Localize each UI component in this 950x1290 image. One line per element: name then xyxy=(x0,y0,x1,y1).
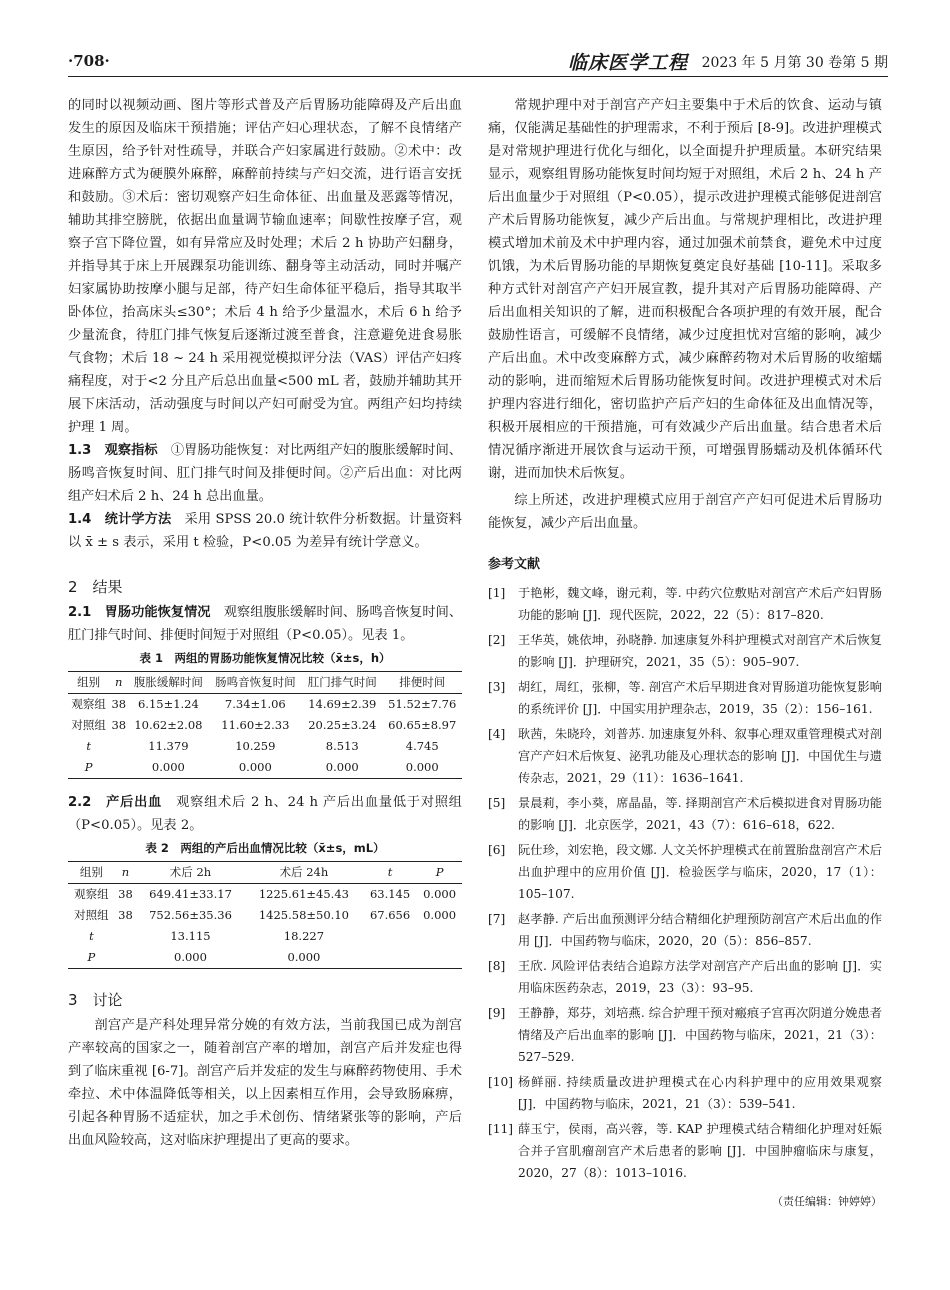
section-2-1 xyxy=(68,601,462,647)
reference-item xyxy=(488,792,882,836)
table-cell: 0.000 xyxy=(238,760,272,774)
table-header-cell: P xyxy=(435,865,444,879)
reference-item xyxy=(488,1118,882,1184)
reference-list xyxy=(488,582,882,1184)
section-heading: 3 讨论 xyxy=(68,991,123,1009)
table-cell: 14.69±2.39 xyxy=(308,697,377,711)
reference-text: 于艳彬，魏文峰，谢元莉，等. 中药穴位敷贴对剖宫产术后产妇胃肠功能的影响 [J]．现代医院，2022，22（5）：817–820. xyxy=(518,586,882,622)
reference-number: [1] xyxy=(488,586,506,600)
reference-number: [10] xyxy=(488,1075,514,1089)
left-column xyxy=(68,94,462,1152)
table-header-cell: 肠鸣音恢复时间 xyxy=(215,675,296,689)
table-cell: 10.62±2.08 xyxy=(134,718,203,732)
table-cell xyxy=(109,736,128,757)
reference-number: [5] xyxy=(488,796,506,810)
table-cell: 18.227 xyxy=(283,929,325,943)
table-cell: 7.34±1.06 xyxy=(224,697,286,711)
table-header-cell: t xyxy=(387,865,393,879)
table-row xyxy=(68,884,462,906)
table-cell: 38 xyxy=(118,887,133,901)
table-cell xyxy=(115,947,136,969)
reference-text: 赵孝静. 产后出血预测评分结合精细化护理预防剖宫产术后出血的作用 [J]．中国药物与临床，2020，20（5）：856–857. xyxy=(518,912,882,948)
table-cell: 13.115 xyxy=(170,929,211,943)
reference-text: 耿茜，朱晓玲，刘普苏. 加速康复外科、叙事心理双重管理模式对剖宫产产妇术后恢复、泌乳功能及心理状态的影响 [J]．中国优生与遗传杂志，2021，29（11）：1636–1641. xyxy=(518,727,882,785)
table-cell xyxy=(417,947,462,969)
issue-info: 2023 年 5 月第 30 卷第 5 期 xyxy=(701,55,888,71)
right-column xyxy=(488,94,882,1213)
table-cell: 11.60±2.33 xyxy=(221,718,290,732)
paragraph: 常规护理中对于剖宫产产妇主要集中于术后的饮食、运动与镇痛，仅能满足基础性的护理需求，不利于预后 [8-9]。改进护理模式是对常规护理进行优化与细化，以全面提升护理质量。本研究结果显示，观察组胃肠功能恢复时间均短于对照组，术后 2 h、24 h 产后出血量少于对照组（P<0.05），提示改进护理模式能够促进剖宫产术后胃肠功能恢复，减少产后出血。与常规护理相比，改进护理模式增加术前及术中护理内容，通过加强术前禁食，避免术中过度饥饿，为术后胃肠功能的早期恢复奠定良好基础 [10-11]。采取多种方式针对剖宫产产妇开展宣教，提升其对产后胃肠功能障碍、产后出血相关知识的了解，进而积极配合各项护理的有效开展，配合鼓励性语言，可缓解不良情绪，减少过度担忧对宫缩的影响，减少产后出血。术中改变麻醉方式，减少麻醉药物对术后胃肠的收缩蠕动的影响，进而缩短术后胃肠功能恢复时间。改进护理模式对术后护理内容进行细化，密切监护产后产妇的生命体征及出血情况等，积极开展相应的干预措施，可有效减少产后出血量。结合患者术后情况循序渐进开展饮食与运动干预，可增强胃肠蠕动及机体循环代谢，进而加快术后恢复。 xyxy=(488,98,882,481)
table-cell: 0.000 xyxy=(287,950,321,964)
journal-name: 临床医学工程 xyxy=(567,52,688,74)
table-cell: t xyxy=(86,739,91,753)
reference-item xyxy=(488,723,882,789)
table-cell: 51.52±7.76 xyxy=(388,697,457,711)
section-title: 1.3 观察指标 xyxy=(68,443,158,458)
reference-item xyxy=(488,908,882,952)
table-header-cell: 排便时间 xyxy=(399,675,446,689)
table-caption: 表 1 两组的胃肠功能恢复情况比较（x̄±s，h） xyxy=(139,651,391,665)
section-title: 2.1 胃肠功能恢复情况 xyxy=(68,605,211,620)
table-cell: 752.56±35.36 xyxy=(149,908,232,922)
table-header-cell: 组别 xyxy=(79,865,103,879)
table-header-cell: 术后 2h xyxy=(169,865,212,879)
table-header-cell: n xyxy=(121,865,130,879)
table-header-cell: n xyxy=(115,675,123,689)
paragraph: 综上所述，改进护理模式应用于剖宫产产妇可促进术后胃肠功能恢复，减少产后出血量。 xyxy=(488,493,882,531)
table-row xyxy=(68,926,462,947)
table-cell: 38 xyxy=(111,697,127,711)
reference-item xyxy=(488,676,882,720)
table-cell: 0.000 xyxy=(151,760,185,774)
table-header-cell: 腹胀缓解时间 xyxy=(133,675,203,689)
section-text: 采用 SPSS 20.0 统计软件分析数据。计量资料以 x̄ ± s 表示，采用 t 检验，P<0.05 为差异有统计学意义。 xyxy=(68,512,462,550)
reference-text: 王华英，姚依坤，孙晓静. 加速康复外科护理模式对剖宫产术后恢复的影响 [J]．护理研究，2021，35（5）：905–907. xyxy=(518,633,882,669)
section-text: ①胃肠功能恢复：对比两组产妇的腹胀缓解时间、肠鸣音恢复时间、肛门排气时间及排便时间。②产后出血：对比两组产妇术后 2 h、24 h 总出血量。 xyxy=(68,443,462,504)
reference-number: [7] xyxy=(488,912,506,926)
table-cell: 1425.58±50.10 xyxy=(258,908,349,922)
table-cell: 观察组 xyxy=(71,697,106,711)
table-row xyxy=(68,905,462,926)
reference-number: [11] xyxy=(488,1122,514,1136)
reference-number: [6] xyxy=(488,843,506,857)
page-number: ·708· xyxy=(68,52,110,70)
paragraph: 的同时以视频动画、图片等形式普及产后胃肠功能障碍及产后出血发生的原因及临床干预措施；评估产妇心理状态，了解不良情绪产生原因，给予针对性疏导，并联合产妇家属进行鼓励。②术中：改进麻醉方式为硬膜外麻醉，麻醉前持续与产妇交流，进行语言安抚和鼓励。③术后：密切观察产妇生命体征、出血量及恶露等情况，辅助其排空膀胱，依据出血量调节输血速率；间歇性按摩子宫，观察子宫下降位置，如有异常应及时处理；术后 2 h 协助产妇翻身，并指导其于床上开展踝泵功能训练、翻身等主动活动，同时并嘱产妇家属协助按摩小腿与足部，待产妇生命体征平稳后，指导其取半卧体位，抬高床头≤30°；术后 4 h 给予少量温水，术后 6 h 给予少量流食，待肛门排气恢复后逐渐过渡至普食，注意避免进食易胀气食物；术后 18 ~ 24 h 采用视觉模拟评分法（VAS）评估产妇疼痛程度，对于<2 分且产后总出血量<500 mL 者，鼓励并辅助其开展下床活动，活动强度与时间以产妇可耐受为宜。两组产妇均持续护理 1 周。 xyxy=(68,98,462,435)
reference-item xyxy=(488,955,882,999)
table-header-cell: 肛门排气时间 xyxy=(307,675,377,689)
table-cell: 63.145 xyxy=(369,887,411,901)
table-cell: 0.000 xyxy=(405,760,439,774)
reference-number: [9] xyxy=(488,1006,506,1020)
table-cell xyxy=(115,926,136,947)
table-cell xyxy=(363,947,417,969)
table-cell: 38 xyxy=(111,718,127,732)
table-cell: 11.379 xyxy=(148,739,189,753)
table-cell: 10.259 xyxy=(235,739,276,753)
table-cell: 20.25±3.24 xyxy=(308,718,377,732)
editor-note: （责任编辑：钟婷婷） xyxy=(772,1195,882,1208)
table-row xyxy=(68,757,462,779)
table-row xyxy=(68,736,462,757)
reference-text: 薛玉宁，侯雨，高兴蓉，等. KAP 护理模式结合精细化护理对妊娠合并子宫肌瘤剖宫产术后患者的影响 [J]．中国肿瘤临床与康复，2020，27（8）：1013–1016. xyxy=(518,1122,882,1180)
page-header xyxy=(68,48,888,77)
table-cell: P xyxy=(87,950,96,964)
reference-item xyxy=(488,629,882,673)
reference-item xyxy=(488,582,882,626)
table-cell: 观察组 xyxy=(74,887,109,901)
section-text: 观察组腹胀缓解时间、肠鸣音恢复时间、肛门排气时间、排便时间短于对照组（P<0.05）。见表 1。 xyxy=(68,605,463,643)
table-cell: 0.000 xyxy=(174,950,207,964)
table-row xyxy=(68,694,462,716)
section-1-4 xyxy=(68,508,462,554)
reference-text: 杨鲜丽. 持续质量改进护理模式在心内科护理中的应用效果观察 [J]．中国药物与临床，2021，21（3）：539–541. xyxy=(518,1075,882,1111)
reference-number: [3] xyxy=(488,680,506,694)
section-2-2 xyxy=(68,791,462,837)
table-caption: 表 2 两组的产后出血情况比较（x̄±s，mL） xyxy=(145,841,385,855)
table-cell: 60.65±8.97 xyxy=(388,718,457,732)
table-cell: 0.000 xyxy=(423,887,457,901)
reference-item xyxy=(488,1071,882,1115)
table-cell xyxy=(109,757,128,779)
table-header-cell: 术后 24h xyxy=(279,865,329,879)
reference-text: 阮仕珍，刘宏艳，段文娜. 人文关怀护理模式在前置胎盘剖宫产术后出血护理中的应用价值 [J]．检验医学与临床，2020，17（1）：105–107. xyxy=(518,843,882,901)
reference-number: [4] xyxy=(488,727,506,741)
table-cell: 6.15±1.24 xyxy=(137,697,199,711)
reference-item xyxy=(488,1002,882,1068)
table-postpartum-bleeding xyxy=(68,861,462,969)
reference-number: [2] xyxy=(488,633,506,647)
reference-text: 景晨莉，李小葵，席晶晶，等. 择期剖宫产术后模拟进食对胃肠功能的影响 [J]．北京医学，2021，43（7）：616–618，622. xyxy=(518,796,882,832)
table-cell xyxy=(417,926,462,947)
table-cell xyxy=(363,926,417,947)
table-cell: 38 xyxy=(118,908,133,922)
table-cell: 对照组 xyxy=(74,908,109,922)
table-gi-recovery xyxy=(68,671,462,779)
reference-item xyxy=(488,839,882,905)
section-1-3 xyxy=(68,439,462,508)
reference-text: 王欣. 风险评估表结合追踪方法学对剖宫产产后出血的影响 [J]．实用临床医药杂志，2019，23（3）：93–95. xyxy=(518,959,882,995)
table-cell: 4.745 xyxy=(405,739,439,753)
table-cell: 对照组 xyxy=(71,718,106,732)
table-cell: 0.000 xyxy=(423,908,457,922)
table-cell: 0.000 xyxy=(325,760,359,774)
table-cell: 649.41±33.17 xyxy=(149,887,232,901)
references-title: 参考文献 xyxy=(488,557,541,572)
reference-number: [8] xyxy=(488,959,506,973)
paragraph: 剖宫产是产科处理异常分娩的有效方法，当前我国已成为剖宫产率较高的国家之一，随着剖宫产率的增加，剖宫产后并发症也得到了临床重视 [6-7]。剖宫产后并发症的发生与麻醉药物使用、手术牵拉、术中体温降低等相关，以上因素相互作用，会导致肠麻痹，引起各种胃肠不适症状，加之手术创伤、情绪紧张等的影响，产后出血风险较高，这对临床护理提出了更高的要求。 xyxy=(68,1018,462,1148)
section-title: 1.4 统计学方法 xyxy=(68,512,172,527)
reference-text: 胡红，周红，张柳，等. 剖宫产术后早期进食对胃肠道功能恢复影响的系统评价 [J]．中国实用护理杂志，2019，35（2）：156–161. xyxy=(518,680,882,716)
table-row xyxy=(68,947,462,969)
section-title: 2.2 产后出血 xyxy=(68,795,163,810)
table-cell: 1225.61±45.43 xyxy=(258,887,349,901)
table-row xyxy=(68,715,462,736)
table-cell: t xyxy=(89,929,94,943)
table-cell: P xyxy=(84,760,93,774)
table-cell: 8.513 xyxy=(325,739,359,753)
section-text: 观察组术后 2 h、24 h 产后出血量低于对照组（P<0.05）。见表 2。 xyxy=(68,795,462,833)
section-heading: 2 结果 xyxy=(68,578,123,596)
table-header-cell: 组别 xyxy=(77,675,101,689)
table-cell: 67.656 xyxy=(369,908,411,922)
reference-text: 王静静，郑芬，刘培燕. 综合护理干预对瘢痕子宫再次阴道分娩患者情绪及产后出血率的影响 [J]．中国药物与临床，2021，21（3）：527–529. xyxy=(518,1006,882,1064)
